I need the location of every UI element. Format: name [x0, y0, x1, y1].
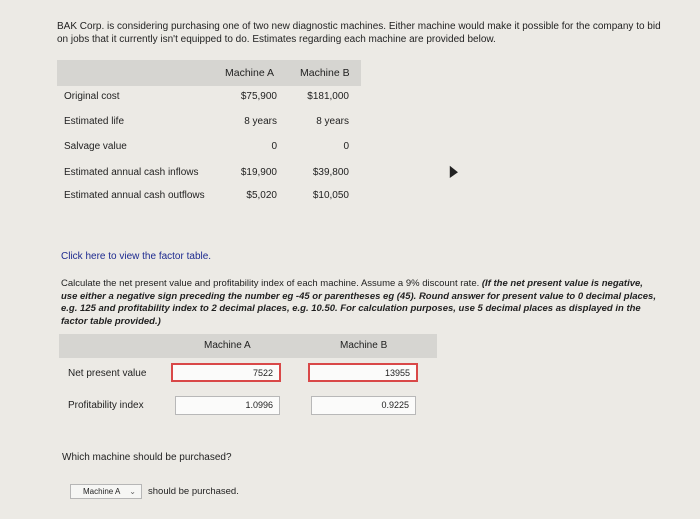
machine-a-value: 0 — [271, 141, 277, 152]
estimates-row — [57, 138, 367, 158]
npv-label: Net present value — [68, 368, 147, 379]
machine-b-value: $10,050 — [312, 190, 349, 201]
machine-b-value: 8 years — [316, 116, 349, 127]
machine-a-value: 8 years — [244, 116, 277, 127]
estimates-row — [57, 113, 367, 133]
row-label: Estimated life — [64, 116, 125, 127]
pi-label: Profitability index — [68, 400, 144, 411]
estimates-header — [57, 60, 361, 86]
pi-machine-a-input[interactable]: 1.0996 — [175, 396, 280, 415]
estimates-row — [57, 187, 367, 207]
machine-a-value: $75,900 — [240, 91, 277, 102]
instructions-text: Calculate the net present value and profitability index of each machine. Assume a 9% discount rate. — [61, 278, 480, 289]
npv-machine-a-input[interactable]: 7522 — [171, 363, 281, 382]
machine-select-value: Machine A — [83, 487, 121, 496]
machine-select[interactable] — [70, 484, 142, 499]
instructions-emphasis: (If the net present value is negative, use either a negative sign preceding the number eg -45 or parentheses eg (45). Round answer for present value to 0 decimal places, e.g. 125 and profitability index to 2 decimal places, e.g. 10.50. For calculation purposes, use 5 decimal places as displayed in the factor table provided.) — [61, 278, 656, 327]
mouse-pointer-icon — [444, 164, 458, 178]
factor-table-link[interactable]: Click here to view the factor table. — [61, 251, 212, 262]
answers-header — [59, 334, 437, 358]
estimates-row — [57, 88, 367, 108]
machine-b-value: 0 — [343, 141, 349, 152]
npv-machine-b-input[interactable]: 13955 — [308, 363, 418, 382]
machine-b-value: $39,800 — [312, 167, 349, 178]
problem-intro: BAK Corp. is considering purchasing one of two new diagnostic machines. Either machine would make it possible for the company to bid on jobs that it currently isn't equipped to do. Estimates regarding each machine are provided below. — [57, 21, 661, 45]
machine-a-value: $5,020 — [246, 190, 277, 201]
instructions — [61, 278, 661, 328]
chevron-down-icon: ⌄ — [129, 487, 136, 496]
estimates-row — [57, 164, 367, 184]
estimates-col-machine-a: Machine A — [225, 67, 275, 79]
machine-a-value: $19,900 — [240, 167, 277, 178]
purchase-question: Which machine should be purchased? — [62, 452, 232, 463]
row-label: Estimated annual cash inflows — [64, 167, 199, 178]
estimates-col-machine-b: Machine B — [300, 67, 350, 79]
row-label: Estimated annual cash outflows — [64, 190, 205, 201]
pi-machine-b-input[interactable]: 0.9225 — [311, 396, 416, 415]
row-label: Original cost — [64, 91, 120, 102]
answers-col-machine-a: Machine A — [204, 340, 251, 351]
answers-col-machine-b: Machine B — [340, 340, 388, 351]
purchase-suffix: should be purchased. — [148, 486, 239, 497]
machine-b-value: $181,000 — [307, 91, 349, 102]
row-label: Salvage value — [64, 141, 127, 152]
